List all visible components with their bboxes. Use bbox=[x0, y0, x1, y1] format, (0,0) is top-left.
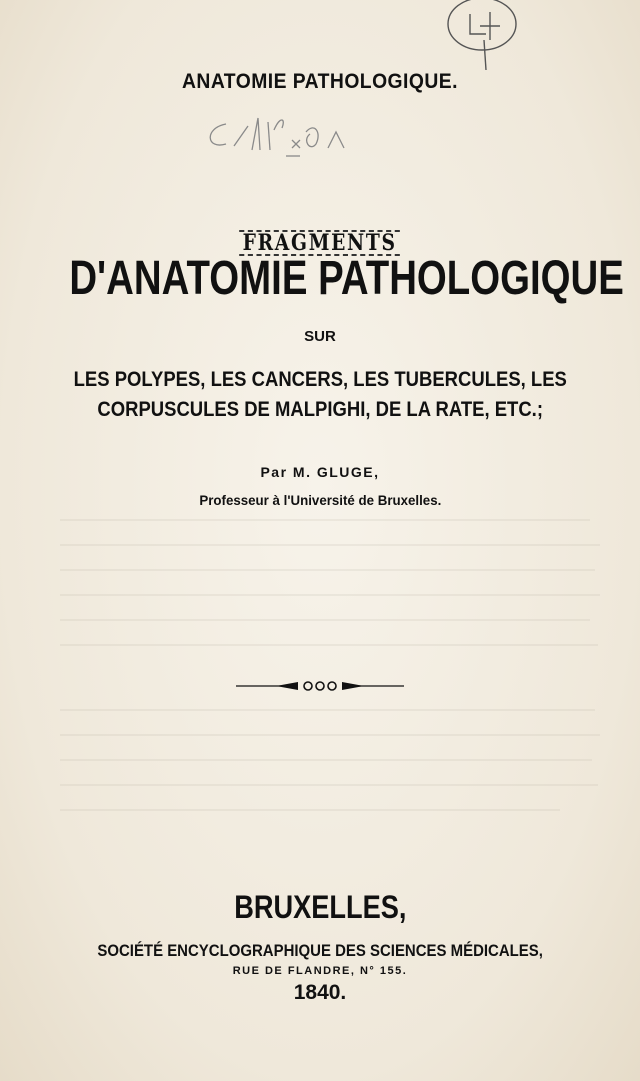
connector-word: SUR bbox=[304, 328, 336, 345]
imprint-publisher: SOCIÉTÉ ENCYCLOGRAPHIQUE DES SCIENCES MÉDICALES, bbox=[97, 941, 543, 960]
main-title: D'ANATOMIE PATHOLOGIQUE bbox=[69, 252, 624, 305]
series-title: ANATOMIE PATHOLOGIQUE. bbox=[182, 70, 458, 93]
imprint-address: RUE DE FLANDRE, N° 155. bbox=[232, 965, 408, 977]
imprint-city: BRUXELLES, bbox=[233, 889, 407, 925]
imprint-year: 1840. bbox=[293, 981, 347, 1004]
author-line: Par M. GLUGE, bbox=[260, 464, 380, 480]
ornate-heading: FRAGMENTS bbox=[0, 230, 640, 256]
shelf-mark-stamp bbox=[420, 0, 530, 80]
pencil-annotation bbox=[196, 110, 456, 160]
subtitle-line-2: CORPUSCULES DE MALPIGHI, DE LA RATE, ETC.; bbox=[97, 398, 543, 421]
subtitle-line-1: LES POLYPES, LES CANCERS, LES TUBERCULES, LES bbox=[73, 368, 567, 391]
author-affiliation: Professeur à l'Université de Bruxelles. bbox=[199, 492, 441, 508]
ornamental-rule-divider bbox=[236, 676, 404, 696]
